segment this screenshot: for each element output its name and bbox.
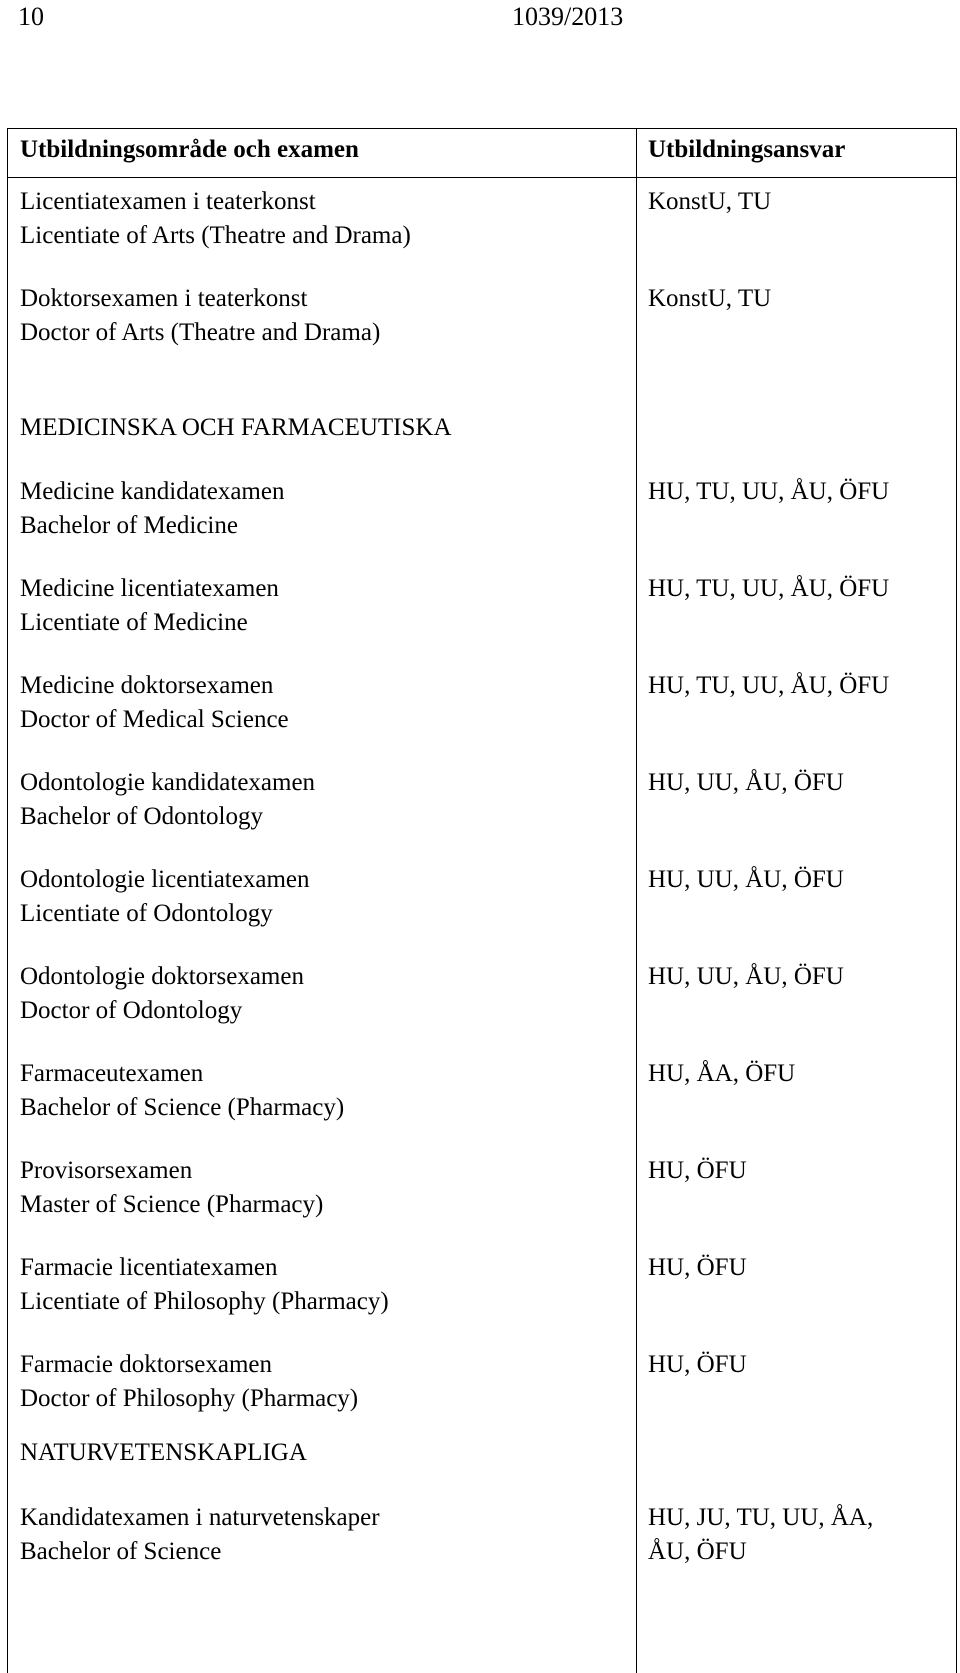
responsibility-cell: HU, ÖFU — [648, 1351, 747, 1378]
degree-name-english: Master of Science (Pharmacy) — [20, 1191, 324, 1218]
degree-name-swedish: Licentiatexamen i teaterkonst — [20, 188, 316, 215]
degree-name-swedish: Provisorsexamen — [20, 1157, 193, 1184]
responsibility-cell: HU, TU, UU, ÅU, ÖFU — [648, 575, 890, 602]
degree-name-english: Bachelor of Odontology — [20, 803, 264, 830]
degree-name-english: Bachelor of Science (Pharmacy) — [20, 1094, 345, 1121]
table-row-degree — [20, 1154, 323, 1222]
degree-name-swedish: Medicine licentiatexamen — [20, 575, 279, 602]
table-row-degree — [20, 572, 279, 640]
degree-name-english: Licentiate of Arts (Theatre and Drama) — [20, 222, 411, 249]
responsibility-cell: HU, UU, ÅU, ÖFU — [648, 769, 844, 796]
degree-name-english: Bachelor of Science — [20, 1538, 222, 1565]
degree-name-english: Licentiate of Odontology — [20, 900, 273, 927]
responsibility-cell — [648, 1501, 873, 1569]
table-row-degree — [20, 960, 304, 1028]
responsibility-line: ÅU, ÖFU — [648, 1538, 747, 1565]
section-heading: MEDICINSKA OCH FARMACEUTISKA — [20, 414, 452, 441]
degree-name-swedish: Medicine doktorsexamen — [20, 672, 274, 699]
degree-name-swedish: Farmacie licentiatexamen — [20, 1254, 278, 1281]
header-rule — [8, 177, 956, 178]
degree-name-swedish: Doktorsexamen i teaterkonst — [20, 285, 308, 312]
table-row-degree — [20, 282, 380, 350]
degree-name-english: Doctor of Odontology — [20, 997, 243, 1024]
table-row-degree — [20, 185, 411, 253]
degree-name-swedish: Kandidatexamen i naturvetenskaper — [20, 1504, 380, 1531]
responsibility-cell: HU, UU, ÅU, ÖFU — [648, 963, 844, 990]
degree-name-english: Doctor of Arts (Theatre and Drama) — [20, 319, 381, 346]
responsibility-line: HU, JU, TU, UU, ÅA, — [648, 1504, 874, 1531]
table-row-degree — [20, 863, 310, 931]
responsibility-cell: HU, TU, UU, ÅU, ÖFU — [648, 672, 890, 699]
responsibility-cell: KonstU, TU — [648, 285, 772, 312]
degree-name-swedish: Odontologie doktorsexamen — [20, 963, 304, 990]
degree-name-english: Doctor of Medical Science — [20, 706, 289, 733]
section-heading: NATURVETENSKAPLIGA — [20, 1439, 307, 1466]
responsibility-cell: HU, UU, ÅU, ÖFU — [648, 866, 844, 893]
table-row-degree — [20, 766, 315, 834]
degree-table — [7, 128, 957, 1673]
responsibility-cell: HU, ÖFU — [648, 1254, 747, 1281]
responsibility-cell: KonstU, TU — [648, 188, 772, 215]
degree-name-swedish: Farmaceutexamen — [20, 1060, 204, 1087]
responsibility-cell: HU, TU, UU, ÅU, ÖFU — [648, 478, 890, 505]
degree-name-english: Bachelor of Medicine — [20, 512, 238, 539]
degree-name-english: Doctor of Philosophy (Pharmacy) — [20, 1385, 359, 1412]
table-row-degree — [20, 1348, 358, 1416]
column-header-responsibility: Utbildningsansvar — [648, 136, 846, 163]
page-number: 10 — [18, 2, 44, 31]
document-reference: 1039/2013 — [512, 2, 624, 31]
table-row-degree — [20, 475, 284, 543]
responsibility-cell: HU, ÖFU — [648, 1157, 747, 1184]
degree-name-swedish: Odontologie licentiatexamen — [20, 866, 310, 893]
table-row-degree — [20, 1251, 389, 1319]
table-row-degree — [20, 1501, 380, 1569]
degree-name-english: Licentiate of Medicine — [20, 609, 248, 636]
degree-name-english: Licentiate of Philosophy (Pharmacy) — [20, 1288, 389, 1315]
column-header-field-and-degree: Utbildningsområde och examen — [20, 136, 359, 163]
degree-name-swedish: Farmacie doktorsexamen — [20, 1351, 272, 1378]
degree-name-swedish: Odontologie kandidatexamen — [20, 769, 316, 796]
degree-name-swedish: Medicine kandidatexamen — [20, 478, 285, 505]
responsibility-cell: HU, ÅA, ÖFU — [648, 1060, 796, 1087]
table-row-degree — [20, 669, 289, 737]
column-divider — [636, 129, 637, 1673]
table-row-degree — [20, 1057, 344, 1125]
